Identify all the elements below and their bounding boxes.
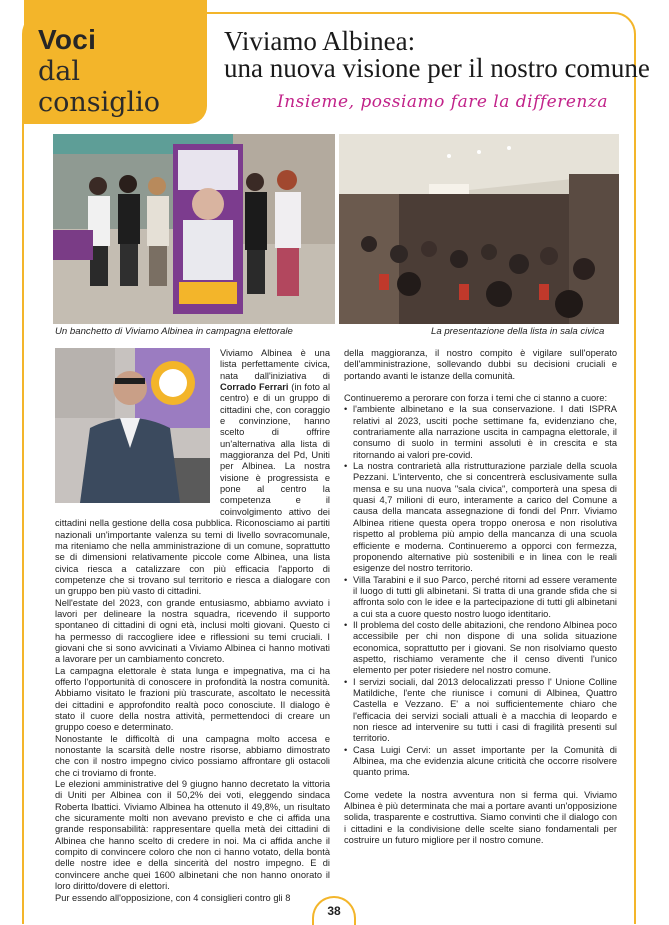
- column-left: [55, 348, 331, 903]
- paragraph-6-end: della maggioranza, il nostro compito è vigilare sull'operato dell'amministrazione, sollevando dubbi su decisioni cruciali e portando avanti le istanze della comunità.: [344, 348, 617, 381]
- paragraph-6-start: Pur essendo all'opposizione, con 4 consiglieri contro gli 8: [55, 892, 291, 903]
- topics-list: [344, 404, 617, 778]
- list-item: • Villa Tarabini e il suo Parco, perché ritorni ad essere veramente il luogo di tutti gli albinetani. Si tratta di una grande sfida che si affronta solo con le idee e la partecipazione di tutti gli albinetani a cui sta a cuore questo nostro luogo identitario.: [344, 575, 617, 620]
- list-item: • I servizi sociali, dal 2013 delocalizzati presso l' Unione Colline Matildiche, l'ente che riunisce i comuni di Albinea, Quattro Castella e Vezzano. E' a noi sufficientemente chiaro che l'efficacia dei servizi sociali attuali è a macchia di leopardo e non riesce ad intervenire su tutti i casi di fragilità presenti sul territorio.: [344, 677, 617, 745]
- title-line2: una nuova visione per il nostro comune: [224, 53, 650, 83]
- section-label-line2: dal consiglio: [38, 56, 161, 118]
- sala-civica-illustration: [339, 134, 619, 324]
- paragraph-4: Nonostante le difficoltà di una campagna molto accesa e nonostante la scarsità delle nostre risorse, abbiamo dimostrato che con il nostro impegno civico possiamo affrontare gli ostacoli che ci troviamo di fronte.: [55, 733, 330, 778]
- photo-caption-left: Un banchetto di Viviamo Albinea in campagna elettorale: [55, 326, 293, 337]
- banchetto-illustration: [53, 134, 335, 324]
- list-item: • Il problema del costo delle abitazioni, che rendono Albinea poco accessibile per chi non dispone di una solida situazione economica, soprattutto per i giovani. Se non risolviamo questo aspetto, rischiamo veramente che il censo diventi l'unico elemento per poter risiedere nel nostro comune.: [344, 620, 617, 677]
- photo-sala-civica: [339, 134, 619, 324]
- p1-name: Corrado Ferrari: [220, 382, 289, 393]
- section-tab: [24, 0, 207, 124]
- photo-caption-right: La presentazione della lista in sala civica: [431, 326, 605, 337]
- list-item: • La nostra contrarietà alla ristrutturazione parziale della scuola Pezzani. L'intervento, che si concentrerà esclusivamente sulla mensa e su una nuova "sala civica", comporterà una spesa di quasi 4,7 milioni di euro, interamente a carico del Comune a causa della mancata assegnazione di fondi del Pnrr. Viviamo Albinea ritiene questa opera troppo onerosa e non risolutiva rispetto al problema più ampio della mancanza di una scuola efficiente e moderna. Continueremo a opporci con fermezza, proponendo alternative più sostenibili e in linea con le reali esigenze del nostro territorio.: [344, 461, 617, 574]
- paragraph-2: Nell'estate del 2023, con grande entusiasmo, abbiamo avviato i lavori per delineare la nostra squadra, ricevendo il supporto spontaneo di cittadini di ogni età, inclusi molti giovani. Questo ci ha permesso di raccogliere idee e riflessioni su temi cruciali. I giovani che si sono avvicinati a Viviamo Albinea ci hanno motivati a lavorare per un cambiamento concreto.: [55, 597, 330, 665]
- photo-banchetto: [53, 134, 335, 324]
- paragraph-3: La campagna elettorale è stata lunga e impegnativa, ma ci ha offerto l'opportunità di conoscere in profondità la nostra comunità. Abbiamo visitato le frazioni più trascurate, ascoltato le necessità dei cittadini e approfondito realtà poco conosciute. Il dialogo è stato il cuore della nostra attività, permettendoci di creare un gruppo coeso e determinato.: [55, 665, 330, 733]
- article-subtitle: Insieme, possiamo fare la differenza: [277, 92, 608, 112]
- section-label-line1: Voci: [38, 24, 97, 55]
- article-title: [224, 28, 650, 82]
- p1-text-a: Viviamo Albinea è una lista perfettamente civica, nata dall'iniziativa di: [220, 348, 330, 381]
- list-item: • Casa Luigi Cervi: un asset importante per la Comunità di Albinea, ma che evidenzia alcune criticità che occorre risolvere quanto prima.: [344, 745, 617, 779]
- p1-text-b: (in foto al centro) e di un gruppo di cittadini che, con coraggio e convinzione, hanno scelto di offrire un'alternativa alla lista di maggioranza del Pd, Uniti per Albinea. La nostra visione è progressista e pone al centro la competenza e il coinvolgimento attivo dei cittadini nella gestione della cosa pubblica. Riconosciamo ai partiti nazionali un'importante valenza su temi di livello sovracomunale, ma riteniamo che nella amministrazione di un comune, soprattutto se di dimensioni relativamente piccole come Albinea, una lista civica riesca a catalizzare con più efficacia l'apporto di competenze che si trovano sul territorio e riesca a dialogare con un gruppo ben più vasto di cittadini.: [55, 382, 331, 597]
- page-number: 38: [312, 896, 356, 925]
- paragraph-5: Le elezioni amministrative del 9 giugno hanno decretato la vittoria di Uniti per Albinea con il 50,2% dei voti, eleggendo sindaca Roberta Ibattici. Viviamo Albinea ha ottenuto il 49,8%, un risultato che sicuramente molti non avevano previsto e che ci affida una grande responsabilità: rappresentare quella metà dei cittadini di Albinea che hanno scelto di credere in noi. Ma ci affida anche il compito di convincere coloro che non ci hanno votato, della bontà delle nostre idee e della sincerità del nostro impegno. E di convincere anche quei 1600 albinetani che non hanno onorato il loro diritto/dovere di elettori.: [55, 779, 330, 892]
- title-line1: Viviamo Albinea:: [224, 26, 416, 56]
- list-item: • l'ambiente albinetano e la sua conservazione. I dati ISPRA relativi al 2023, usciti poche settimane fa, evidenziano che, contrariamente alla narrazione uscita in campagna elettorale, il consumo di suolo in termini assoluti è in crescita e sta ritornando ai valori pre-covid.: [344, 404, 617, 461]
- paragraph-7: Continueremo a perorare con forza i temi che ci stanno a cuore:: [344, 393, 608, 404]
- portrait-illustration: [55, 348, 210, 503]
- column-right: [344, 348, 617, 878]
- paragraph-8: Come vedete la nostra avventura non si ferma qui. Viviamo Albinea è più determinata che mai a portare avanti un'opposizione solida, trasparente e costruttiva. Siamo convinti che il dialogo con i cittadini e la condivisione delle scelte siano fondamentali per costruire un futuro migliore per il nostro comune.: [344, 789, 617, 846]
- photo-corrado-ferrari: [55, 348, 210, 503]
